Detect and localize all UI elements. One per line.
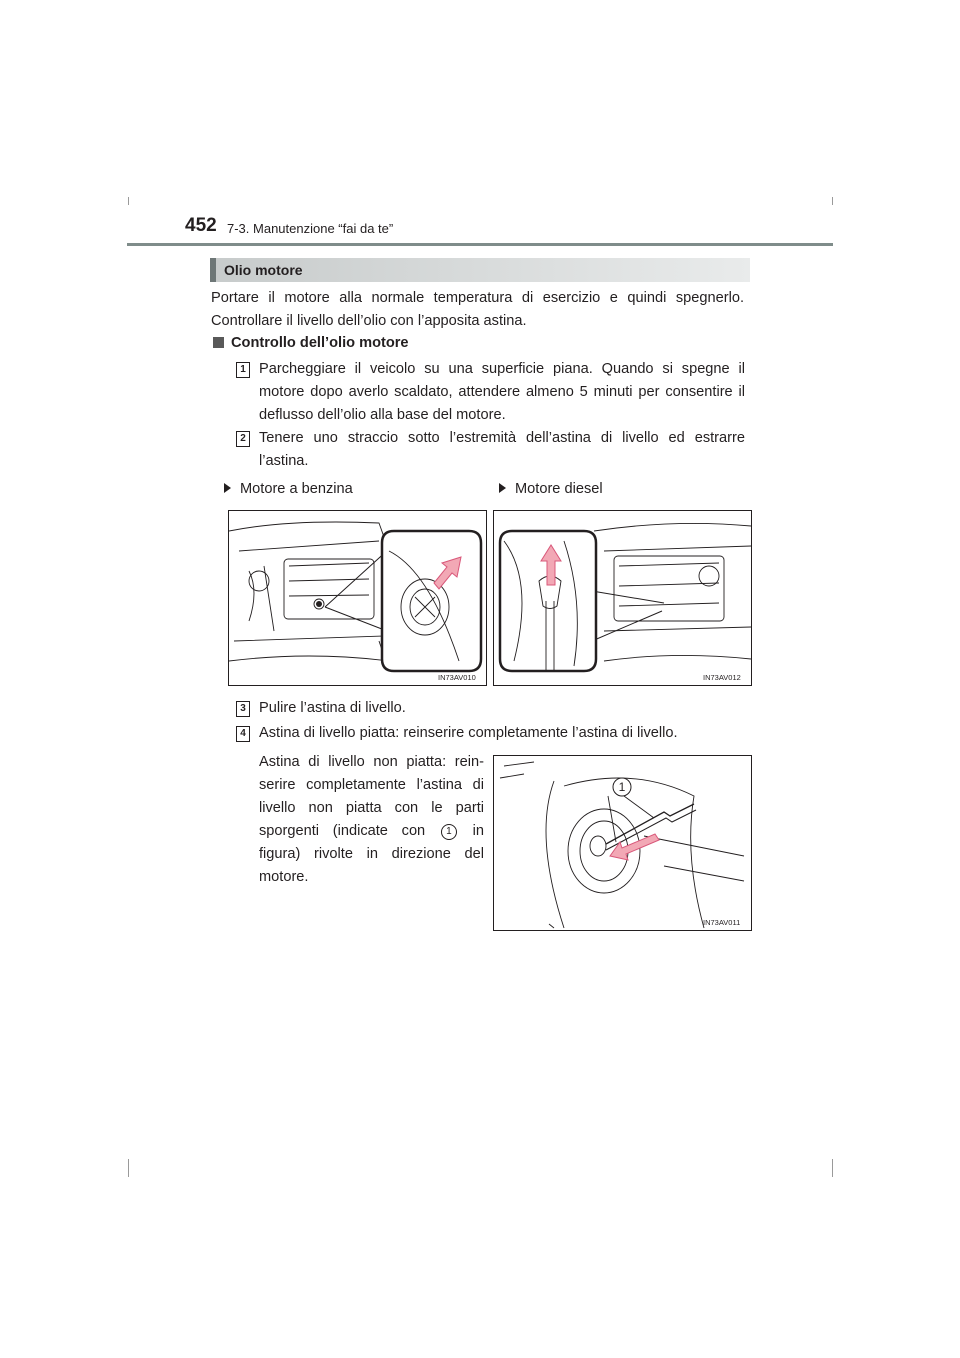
step-text: Pulire l’astina di livello. — [259, 700, 406, 716]
callout-1-label: 1 — [618, 780, 626, 794]
crop-mark — [832, 1159, 833, 1177]
figure-code: IN73AV011 — [703, 918, 741, 927]
step-number-badge: 2 — [236, 431, 250, 447]
subsection-heading — [213, 335, 409, 351]
petrol-engine-illustration — [229, 511, 486, 685]
step-number-badge: 4 — [236, 726, 250, 742]
crop-mark — [832, 197, 833, 205]
step-text: Astina di livello piatta: reinserire completamente l’astina di livello. — [259, 725, 678, 741]
callout-leader-lines — [608, 796, 654, 842]
section-heading-tab — [210, 258, 216, 282]
note-text-before: Astina di livello non piatta: rein-serire completamente l’astina di livello non piatta con le parti sporgenti (indicate con — [259, 754, 484, 839]
diesel-engine-illustration — [494, 511, 751, 685]
option-petrol — [224, 481, 353, 497]
option-diesel — [499, 481, 603, 497]
step-number-badge: 1 — [236, 362, 250, 378]
option-diesel-label: Motore diesel — [515, 481, 603, 497]
figure-diesel-engine — [493, 510, 752, 686]
subsection-title: Controllo dell’olio motore — [231, 335, 409, 351]
triangle-bullet-icon — [499, 483, 506, 493]
crop-mark — [128, 1159, 129, 1177]
crop-mark — [128, 197, 129, 205]
option-petrol-label: Motore a benzina — [240, 481, 353, 497]
section-heading — [210, 258, 750, 282]
non-flat-dipstick-note — [259, 751, 484, 889]
triangle-bullet-icon — [224, 483, 231, 493]
figure-code: IN73AV012 — [703, 673, 741, 682]
figure-code: IN73AV010 — [438, 673, 476, 682]
step-text: Parcheggiare il veicolo su una superficie piana. Quando si spegne il motore dopo averlo scaldato, attendere almeno 5 minuti per consentire il deflusso dell’olio alla base del motore. — [259, 361, 745, 423]
intro-paragraph: Portare il motore alla normale temperatura di esercizio e quindi spegnerlo. Controllare il livello dell’olio con l’apposita astina. — [211, 290, 744, 329]
note-text-after: in figura) rivolte in direzione del motore. — [259, 823, 484, 885]
filler-cap-marker — [316, 601, 322, 607]
figure-dipstick — [493, 755, 752, 931]
page-number: 452 — [185, 215, 217, 236]
figure-petrol-engine — [228, 510, 487, 686]
square-bullet-icon — [213, 337, 224, 348]
header-rule — [127, 243, 833, 246]
section-title: Olio motore — [224, 262, 303, 278]
step-text: Tenere uno straccio sotto l’estremità dell’astina di livello ed estrarre l’astina. — [259, 430, 745, 469]
callout-1-icon: 1 — [441, 824, 457, 840]
step-number-badge: 3 — [236, 701, 250, 717]
chapter-title: 7-3. Manutenzione “fai da te” — [227, 221, 394, 236]
zoom-callout-lines — [592, 591, 664, 641]
dipstick-illustration — [494, 756, 751, 930]
